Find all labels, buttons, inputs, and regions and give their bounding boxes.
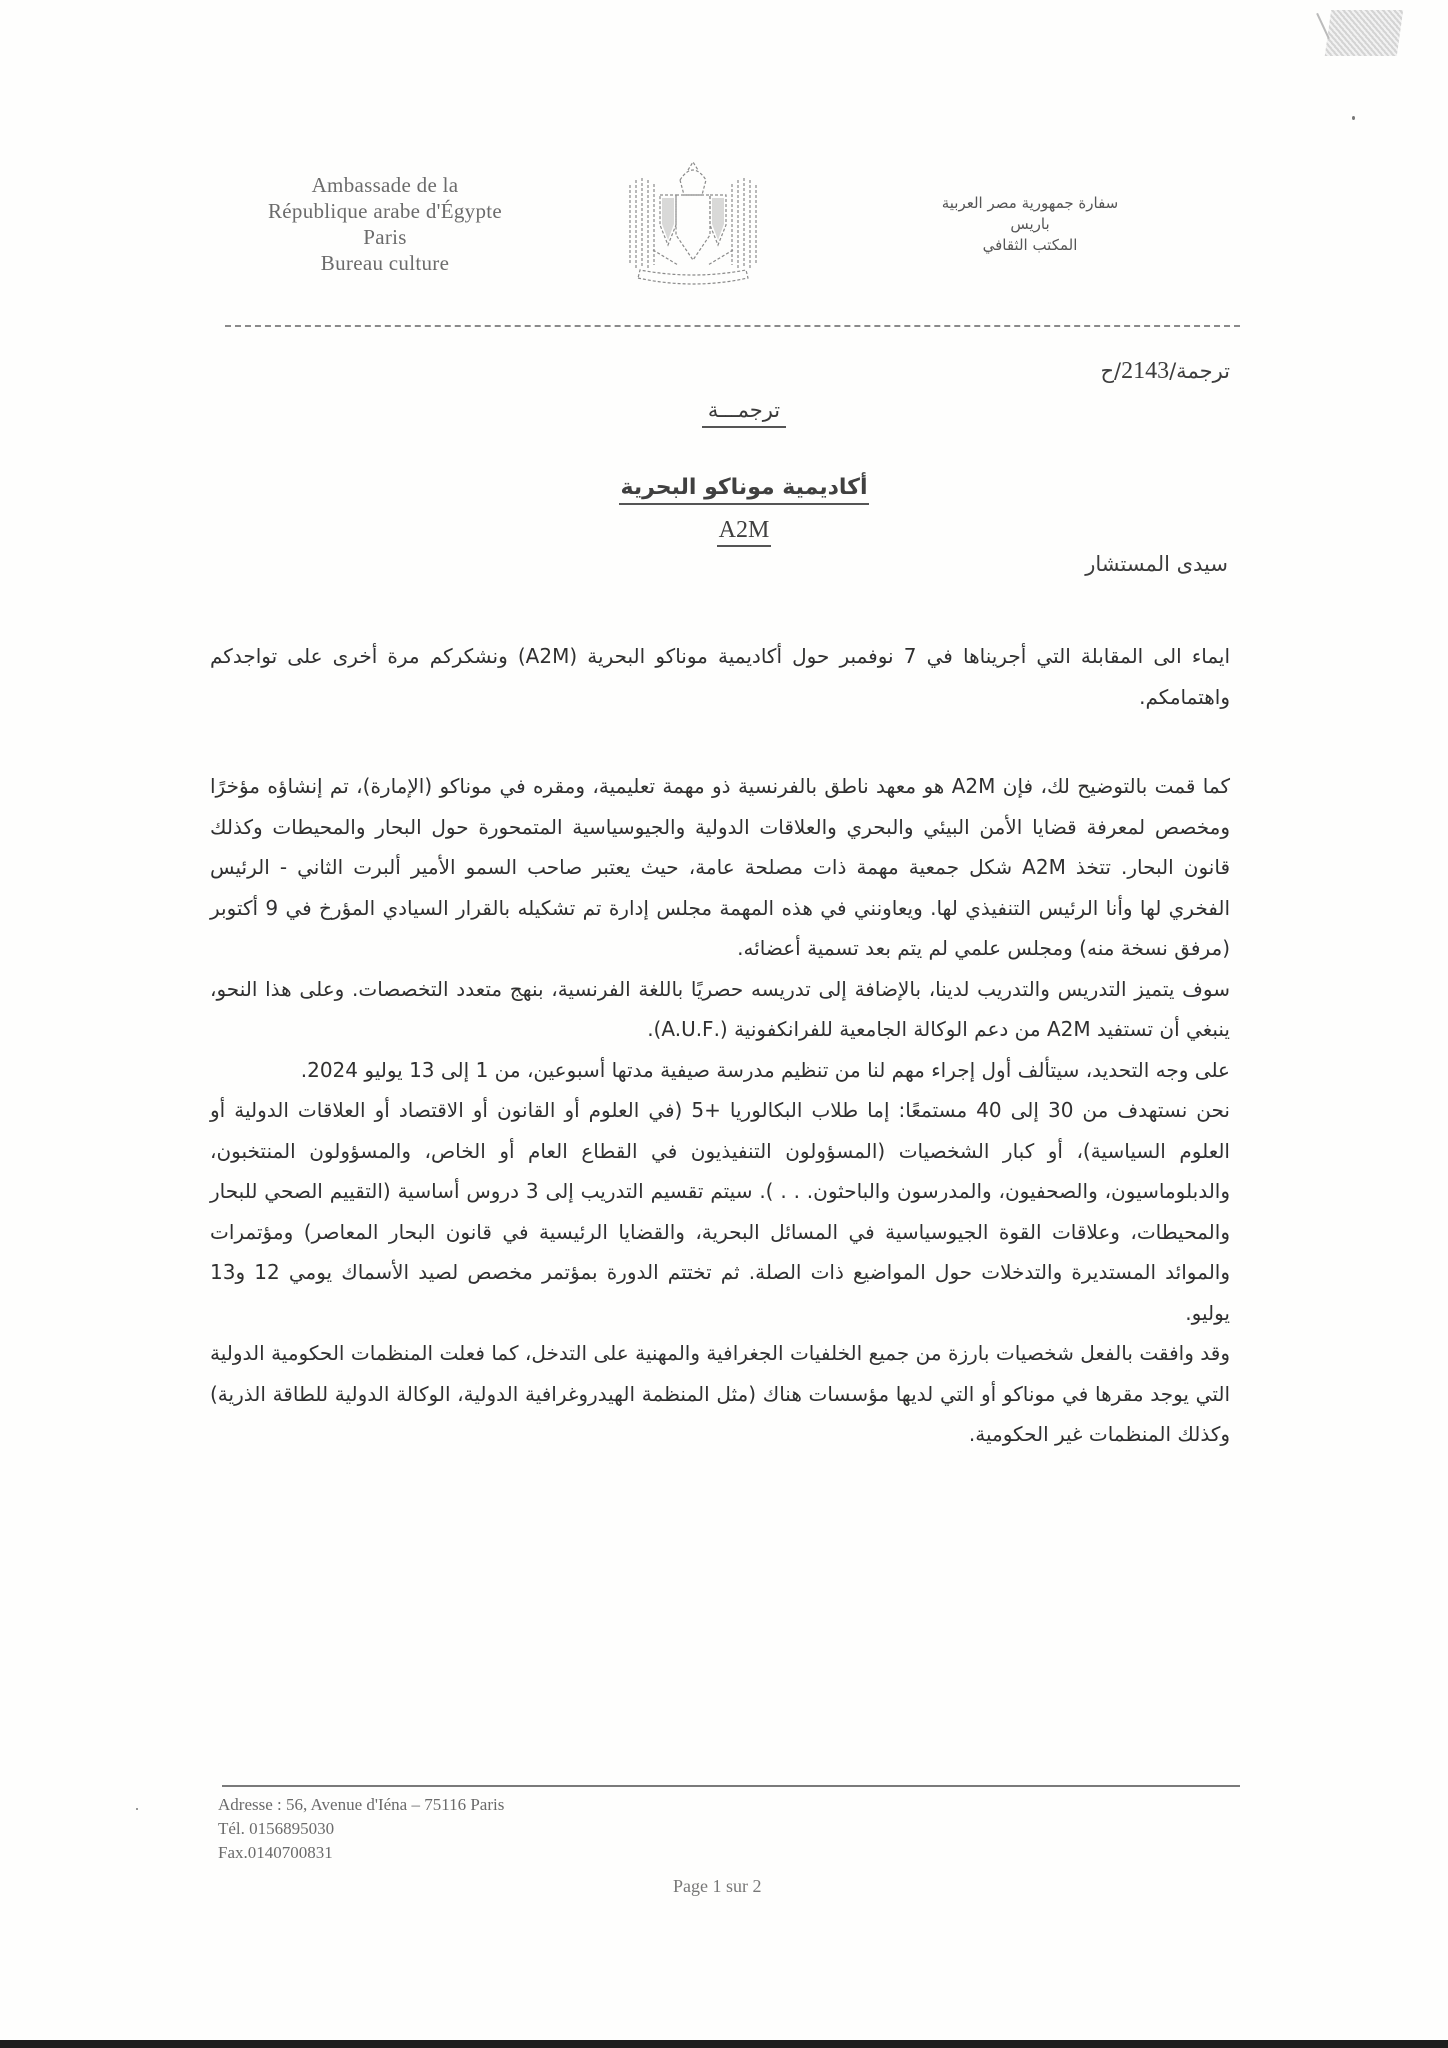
paragraph-3: سوف يتميز التدريس والتدريب لدينا، بالإضافة إلى تدريسه حصريًا باللغة الفرنسية، بنهج متعدد التخصصات. وعلى هذا النحو، ينبغي أن تستفيد A2M من دعم الوكالة الجامعية للفرانكفونية (.A.U.F).: [210, 976, 1230, 1041]
letterhead-ar-line-2: باريس: [1010, 215, 1050, 233]
academy-title-text: أكاديمية موناكو البحرية: [619, 475, 870, 505]
scan-speck: [136, 1808, 138, 1810]
footer-fax: Fax.0140700831: [218, 1843, 333, 1862]
letterhead-ar-line-1: سفارة جمهورية مصر العربية: [941, 194, 1119, 212]
letter-body: [210, 766, 1230, 1455]
header-divider: [225, 325, 1240, 327]
paragraph-5: نحن نستهدف من 30 إلى 40 مستمعًا: إما طلاب البكالوريا +5 (في العلوم أو القانون أو الاقتصاد أو العلاقات الدولية أو العلوم السياسية)، أو كبار الشخصيات (المسؤولون التنفيذيون في القطاع العام أو الخاص، والمسؤولون المنتخبون، والدبلوماسيون، والصحفيون، والمدرسون والباحثون. . . ). سيتم تقسيم التدريب إلى 3 دروس أساسية (التقييم الصحي للبحار والمحيطات، وعلاقات القوة الجيوسياسية في المسائل البحرية، والقضايا الرئيسية في قانون البحار المعاصر) ومؤتمرات والموائد المستديرة والتدخلات حول المواضيع ذات الصلة. ثم تختتم الدورة بمؤتمر مخصص لصيد الأسماك يومي 12 و13 يوليو.: [210, 1098, 1231, 1325]
reference-suffix: /ح: [1100, 359, 1122, 383]
scan-speck: [1352, 116, 1355, 120]
letterhead-arabic: [930, 193, 1130, 256]
translation-heading-text: ترجمـــة: [702, 398, 786, 428]
academy-title: [40, 475, 1448, 500]
reference-digits: 2143: [1121, 358, 1170, 384]
paragraph-2: كما قمت بالتوضيح لك، فإن A2M هو معهد ناطق بالفرنسية ذو مهمة تعليمية، ومقره في موناكو (الإمارة)، تم إنشاؤه مؤخرًا ومخصص لمعرفة قضايا الأمن البيئي والبحري والعلاقات الدولية والجيوسياسية المتمحورة حول البحار والمحيطات وكذلك قانون البحار. تتخذ A2M شكل جمعية مهمة ذات مصلحة عامة، حيث يعتبر صاحب السمو الأمير ألبرت الثاني - الرئيس الفخري لها وأنا الرئيس التنفيذي لها. ويعاونني في هذه المهمة مجلس إدارة تم تشكيله بالقرار السيادي المؤرخ في 9 أكتوبر (مرفق نسخة منه) ومجلس علمي لم يتم بعد تسمية أعضائه.: [210, 774, 1231, 960]
footer-divider: [222, 1785, 1240, 1787]
reference-prefix: ترجمة/: [1169, 359, 1230, 383]
paragraph-1: ايماء الى المقابلة التي أجريناها في 7 نوفمبر حول أكاديمية موناكو البحرية (A2M) ونشكركم مرة أخرى على تواجدكم واهتمامكم.: [210, 644, 1230, 709]
letterhead-fr-line-1: Ambassade de la: [311, 173, 459, 197]
stamp-mark: [1316, 13, 1330, 39]
received-stamp: [1325, 10, 1403, 56]
reference-number: [1100, 358, 1230, 385]
translation-heading: [40, 398, 1448, 422]
footer-phone: Tél. 0156895030: [218, 1819, 335, 1838]
letterhead-fr-line-2: République arabe d'Égypte: [267, 199, 503, 223]
scan-edge: [0, 2040, 1448, 2048]
academy-acronym: [40, 517, 1448, 544]
letterhead-french: [205, 172, 565, 276]
paragraph-4: على وجه التحديد، سيتألف أول إجراء مهم لنا من تنظيم مدرسة صيفية مدتها أسبوعين، من 1 إلى 13 يوليو 2024.: [300, 1057, 1230, 1082]
letterhead-fr-line-3: Paris: [363, 225, 407, 249]
letterhead-fr-line-4: Bureau culture: [320, 251, 450, 275]
letter-intro: [210, 636, 1230, 717]
page-number: Page 1 sur 2: [673, 1876, 762, 1896]
footer-contact: [218, 1793, 504, 1865]
paragraph-6: وقد وافقت بالفعل شخصيات بارزة من جميع الخلفيات الجغرافية والمهنية على التدخل، كما فعلت المنظمات الحكومية الدولية التي يوجد مقرها في موناكو أو التي لديها مؤسسات هناك (مثل المنظمة الهيدروغرافية الدولية، الوكالة الدولية للطاقة الذرية) وكذلك المنظمات غير الحكومية.: [210, 1341, 1230, 1446]
footer-address: Adresse : 56, Avenue d'Iéna – 75116 Paris: [218, 1795, 505, 1814]
salutation: سيدى المستشار: [1085, 552, 1228, 576]
academy-acronym-text: A2M: [717, 517, 772, 547]
letterhead-ar-line-3: المكتب الثقافي: [982, 236, 1078, 254]
eagle-emblem-icon: [618, 150, 768, 295]
